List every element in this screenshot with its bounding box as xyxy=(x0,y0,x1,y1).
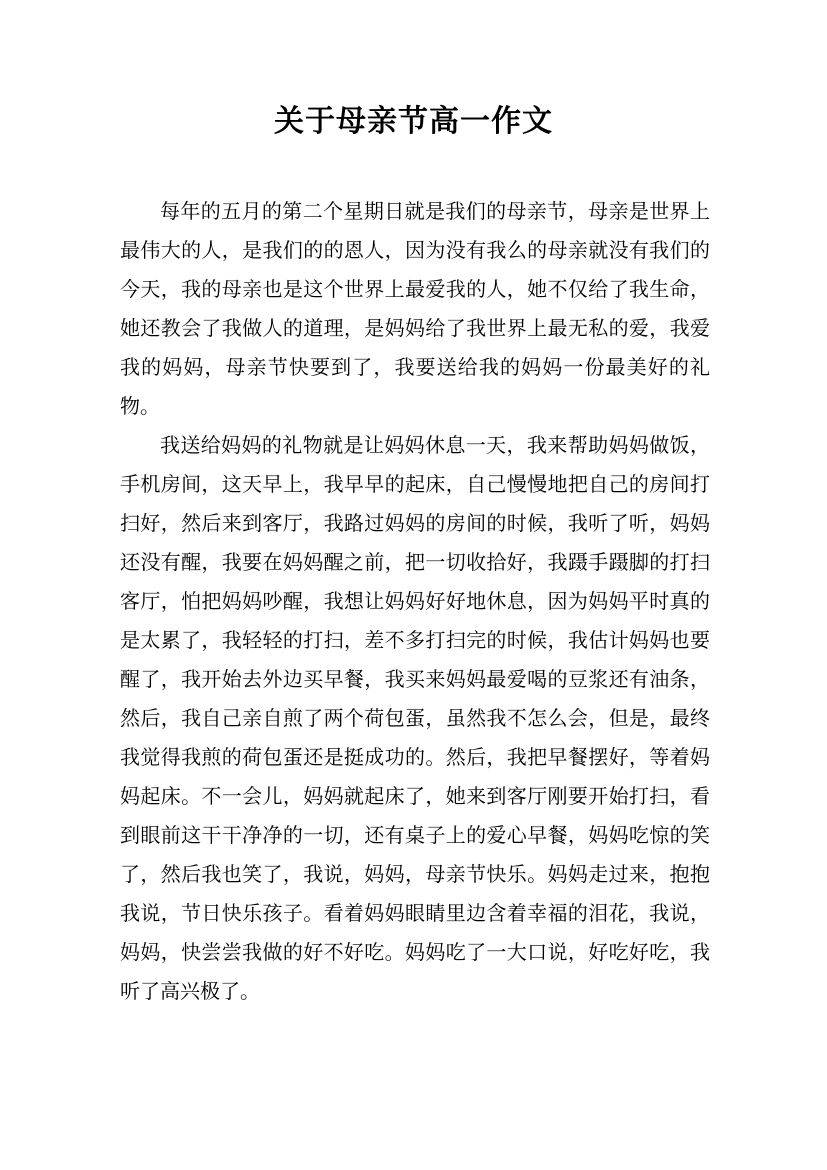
document-title: 关于母亲节高一作文 xyxy=(274,104,553,139)
document-body xyxy=(120,192,710,1011)
paragraph-2: 我送给妈妈的礼物就是让妈妈休息一天，我来帮助妈妈做饭，手机房间，这天早上，我早早的起床，自己慢慢地把自己的房间打扫好，然后来到客厅，我路过妈妈的房间的时候，我听了听，妈妈还没有醒，我要在妈妈醒之前，把一切收拾好，我蹑手蹑脚的打扫客厅，怕把妈妈吵醒，我想让妈妈好好地休息，因为妈妈平时真的是太累了，我轻轻的打扫，差不多打扫完的时候，我估计妈妈也要醒了，我开始去外边买早餐，我买来妈妈最爱喝的豆浆还有油条，然后，我自己亲自煎了两个荷包蛋，虽然我不怎么会，但是，最终我觉得我煎的荷包蛋还是挺成功的。然后，我把早餐摆好，等着妈妈起床。不一会儿，妈妈就起床了，她来到客厅刚要开始打扫，看到眼前这干干净净的一切，还有桌子上的爱心早餐，妈妈吃惊的笑了，然后我也笑了，我说，妈妈，母亲节快乐。妈妈走过来，抱抱我说，节日快乐孩子。看着妈妈眼睛里边含着幸福的泪花，我说，妈妈，快尝尝我做的好不好吃。妈妈吃了一大口说，好吃好吃，我听了高兴极了。 xyxy=(120,433,710,1003)
paragraph-1: 每年的五月的第二个星期日就是我们的母亲节，母亲是世界上最伟大的人，是我们的的恩人，因为没有我么的母亲就没有我们的今天，我的母亲也是这个世界上最爱我的人，她不仅给了我生命，她还教会了我做人的道理，是妈妈给了我世界上最无私的爱，我爱我的妈妈，母亲节快要到了，我要送给我的妈妈一份最美好的礼物。 xyxy=(120,199,710,418)
